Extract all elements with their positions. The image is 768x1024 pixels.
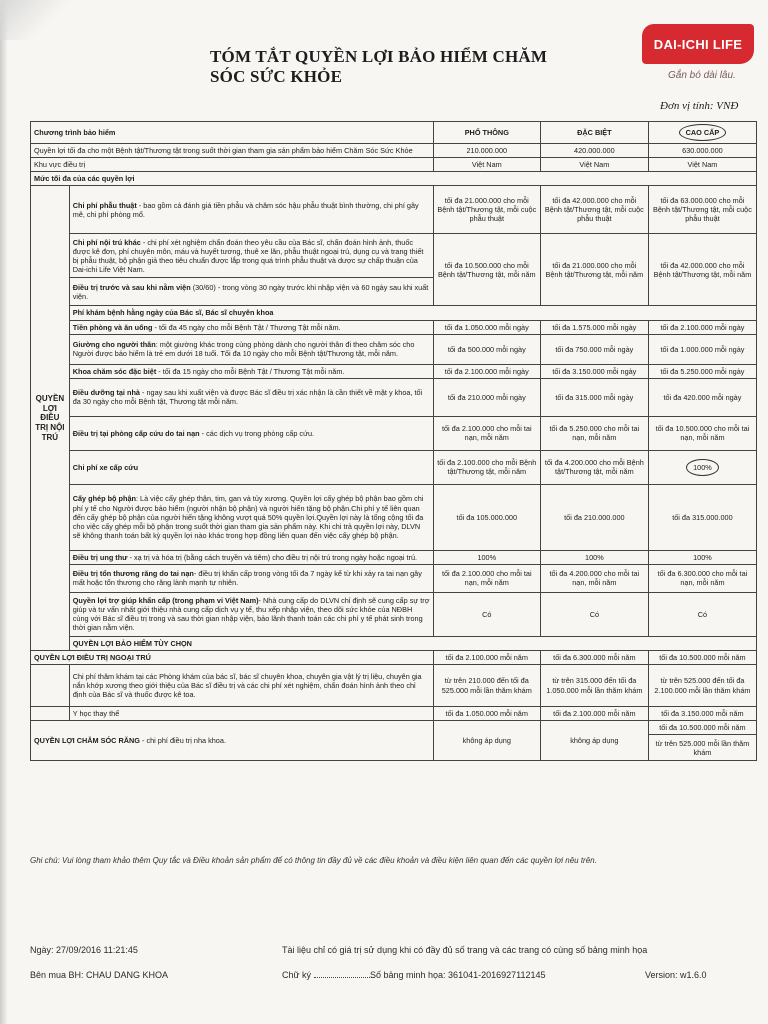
subheading-row [31, 306, 757, 320]
table-row [31, 186, 757, 234]
companion-bed-premium: tối đa 1.000.000 mỗi ngày [648, 334, 756, 364]
outpatient-special: tối đa 6.300.000 mỗi năm [540, 650, 648, 664]
room-premium: tối đa 2.100.000 mỗi ngày [648, 320, 756, 334]
pre-post-desc [69, 278, 433, 306]
tcm-standard: tối đa 1.050.000 mỗi năm [433, 707, 540, 721]
outpatient-visit-special: từ trên 315.000 đến tối đa 1.050.000 mỗi lần thăm khám [540, 665, 648, 707]
max-benefit-premium: 630.000.000 [648, 144, 756, 158]
dental-premium-top: tối đa 10.500.000 mỗi năm [648, 721, 756, 735]
tcm-desc: Y học thay thế [69, 707, 433, 721]
table-row [31, 364, 757, 378]
emergency-assist-desc [69, 592, 433, 636]
icu-special: tối đa 3.150.000 mỗi ngày [540, 364, 648, 378]
companion-bed-title: Giường cho người thân [72, 340, 156, 350]
outpatient-spacer [31, 665, 70, 707]
cancer-title: Điều trị ung thư [72, 552, 128, 562]
document-title: TÓM TẮT QUYỀN LỢI BẢO HIỂM CHĂM SÓC SỨC KHỎE [210, 47, 548, 86]
ambulance-premium [648, 450, 756, 484]
currency-unit: Đơn vị tính: VNĐ [660, 100, 739, 112]
plan-standard: PHỔ THÔNG [433, 122, 540, 144]
room-special: tối đa 1.575.000 mỗi ngày [540, 320, 648, 334]
dental-injury-standard: tối đa 2.100.000 cho mỗi tai nạn, mỗi năm [433, 564, 540, 592]
surgery-premium: tối đa 63.000.000 cho mỗi Bệnh tật/Thương tật, mỗi cuộc phẫu thuật [648, 186, 756, 234]
plan-special: ĐẶC BIỆT [540, 122, 648, 144]
ambulance-title: Chi phí xe cấp cứu [72, 462, 139, 472]
max-benefit-label: Quyền lợi tối đa cho một Bệnh tật/Thương tật trong suốt thời gian tham gia sản phẩm bảo hiểm Chăm Sóc Sức Khỏe [31, 144, 434, 158]
home-care-premium: tối đa 420.000 mỗi ngày [648, 378, 756, 416]
region-standard: Việt Nam [433, 158, 540, 172]
icu-premium: tối đa 5.250.000 mỗi ngày [648, 364, 756, 378]
table-row [31, 144, 757, 158]
outpatient-visit-premium: từ trên 525.000 đến tối đa 2.100.000 mỗi lần thăm khám [648, 665, 756, 707]
transplant-special: tối đa 210.000.000 [540, 484, 648, 550]
table-row [31, 450, 757, 484]
surgery-desc [69, 186, 433, 234]
max-level-heading: Mức tối đa của các quyền lợi [31, 172, 757, 186]
room-title: Tiền phòng và ăn uống [72, 322, 153, 332]
inpatient-group-label: QUYỀN LỢI ĐIỀU TRỊ NỘI TRÚ [31, 186, 70, 651]
other-costs-text: - chi phí xét nghiệm chẩn đoán theo yêu cầu của Bác sĩ, chẩn đoán hình ảnh, thuốc được kê đơn, phí chuyên môn, máu và huyết tương, thuê xe lăn, phẫu thuật ngoại trú, dụng cụ và trang thiết bị phẫu thuật, bộ phận giả theo tiêu chuẩn được lắp trong quá trình phẫu thuật và dược sự chấp thuận của Dai-ichi Life Việt Nam. [72, 237, 424, 275]
daily-fee-heading: Phí khám bệnh hằng ngày của Bác sĩ, Bác sĩ chuyên khoa [69, 306, 756, 320]
validity-note: Tài liệu chỉ có giá trị sử dụng khi có đầy đủ số trang và các trang có cùng số bảng minh họa [282, 945, 648, 955]
plan-premium-label: CAO CẤP [679, 124, 727, 141]
table-row [31, 707, 757, 721]
illustration-number: Số bảng minh họa: 361041-2016927112145 [370, 970, 546, 980]
emergency-assist-title: Quyền lợi trợ giúp khẩn cấp (trong phạm vi Việt Nam) [72, 596, 259, 606]
benefit-table [30, 121, 757, 761]
program-label: Chương trình bảo hiểm [31, 122, 434, 144]
signature-label: Chữ ký [282, 970, 312, 980]
scan-shadow-corner [0, 0, 80, 40]
table-row [31, 320, 757, 334]
optional-heading: QUYỀN LỢI BẢO HIỂM TÙY CHỌN [69, 636, 756, 650]
policy-buyer: Bên mua BH: CHAU DANG KHOA [30, 970, 169, 980]
pre-post-standard: tối đa 10.500.000 cho mỗi Bệnh tật/Thương tật, mỗi năm [433, 234, 540, 306]
surgery-title: Chi phí phẫu thuật [72, 200, 137, 210]
accident-er-text: - các dịch vụ trong phòng cấp cứu. [199, 428, 315, 438]
ambulance-standard: tối đa 2.100.000 cho mỗi Bệnh tật/Thương tật, mỗi năm [433, 450, 540, 484]
region-premium: Việt Nam [648, 158, 756, 172]
pre-post-special: tối đa 21.000.000 cho mỗi Bệnh tật/Thương tật, mỗi năm [540, 234, 648, 306]
transplant-premium: tối đa 315.000.000 [648, 484, 756, 550]
print-date: Ngày: 27/09/2016 11:21:45 [30, 945, 138, 955]
table-row [31, 378, 757, 416]
signature-line [314, 977, 374, 978]
accident-er-desc [69, 416, 433, 450]
room-text: - tối đa 45 ngày cho mỗi Bệnh Tật / Thương Tật mỗi năm. [152, 322, 341, 332]
cancer-desc [69, 550, 433, 564]
signature-field [282, 970, 374, 980]
table-row [31, 234, 757, 278]
room-desc [69, 320, 433, 334]
other-costs-title: Chi phí nội trú khác [72, 237, 141, 247]
home-care-desc [69, 378, 433, 416]
companion-bed-text: : một giường khác trong cùng phòng dành cho người thân đi theo chăm sóc cho Người được bảo hiểm là trẻ em dưới 18 tuổi. Tối đa 10 ngày cho mỗi Bệnh tật/Thương tật, mỗi năm. [72, 340, 415, 359]
tcm-special: tối đa 2.100.000 mỗi năm [540, 707, 648, 721]
outpatient-label: QUYỀN LỢI ĐIỀU TRỊ NGOẠI TRÚ [31, 650, 434, 664]
emergency-assist-text: - Nhà cung cấp do DLVN chỉ định sẽ cung cấp sự trợ giúp và tư vấn nhất giới thiệu nhà cung cấp dịch vụ y tế, thu xếp nhập viện, theo dõi sức khỏe của NĐBH cùng với Bác sĩ điều trị trong và sau thời gian nhập viện, bảo lãnh thanh toán các chi phí y tế phát sinh trong thời gian nằm viện. [72, 596, 430, 633]
cancer-text: - xạ trị và hóa trị (bằng cách truyền và tiêm) cho điều trị nội trú trong ngày hoặc ngoại trú. [127, 552, 418, 562]
outpatient-premium: tối đa 10.500.000 mỗi năm [648, 650, 756, 664]
home-care-standard: tối đa 210.000 mỗi ngày [433, 378, 540, 416]
table-row [31, 550, 757, 564]
dai-ichi-life-logo [642, 24, 754, 64]
outpatient-visit-desc: Chi phí thăm khám tại các Phòng khám của bác sĩ, bác sĩ chuyên khoa, chuyên gia vật lý trị liệu, chuyên gia nắn khớp xương theo giới thiệu của Bác sĩ điều trị và các chi phí xét nghiệm, chẩn đoán hình ảnh theo chỉ định của Bác sĩ và thuốc được kê toa. [69, 665, 433, 707]
surgery-standard: tối đa 21.000.000 cho mỗi Bệnh tật/Thương tật, mỗi cuộc phẫu thuật [433, 186, 540, 234]
emergency-assist-standard: Có [433, 592, 540, 636]
footnote: Ghi chú: Vui lòng tham khảo thêm Quy tắc và Điều khoản sản phẩm để có thông tin đầy đủ về các điều khoản và điều kiện liên quan đến các quyền lợi nêu trên. [30, 856, 597, 865]
emergency-assist-premium: Có [648, 592, 756, 636]
table-row [31, 665, 757, 707]
dental-special: không áp dụng [540, 721, 648, 761]
ambulance-special: tối đa 4.200.000 cho mỗi Bệnh tật/Thương tật, mỗi năm [540, 450, 648, 484]
companion-bed-special: tối đa 750.000 mỗi ngày [540, 334, 648, 364]
table-header-row [31, 122, 757, 144]
dental-text: - chi phí điều trị nha khoa. [139, 736, 226, 746]
dental-injury-premium: tối đa 6.300.000 cho mỗi tai nạn, mỗi năm [648, 564, 756, 592]
cancer-special: 100% [540, 550, 648, 564]
dental-injury-desc [69, 564, 433, 592]
accident-er-standard: tối đa 2.100.000 cho mỗi tai nạn, mỗi năm [433, 416, 540, 450]
dental-injury-title: Điều trị tổn thương răng do tai nạn [72, 569, 194, 579]
max-benefit-special: 420.000.000 [540, 144, 648, 158]
ambulance-desc [69, 450, 433, 484]
table-row [31, 564, 757, 592]
table-row [31, 158, 757, 172]
pre-post-period: (30/60) [190, 282, 216, 292]
dental-standard: không áp dụng [433, 721, 540, 761]
logo-text: DAI-ICHI LIFE [653, 36, 743, 52]
table-row [31, 721, 757, 735]
transplant-title: Cấy ghép bộ phận [72, 494, 136, 504]
tcm-premium: tối đa 3.150.000 mỗi năm [648, 707, 756, 721]
table-row [31, 416, 757, 450]
pre-post-text: - trong vòng 30 ngày trước khi nhập viện và 60 ngày sau khi xuất viện. [72, 282, 429, 301]
section-heading-row [31, 636, 757, 650]
plan-premium [648, 122, 756, 144]
icu-standard: tối đa 2.100.000 mỗi ngày [433, 364, 540, 378]
home-care-text: - ngay sau khi xuất viện và được Bác sĩ điều trị xác nhận là cần thiết về mặt y khoa, tối đa 30 ngày cho mỗi Bệnh tật, Thương tật mỗi năm. [72, 388, 423, 407]
transplant-standard: tối đa 105.000.000 [433, 484, 540, 550]
max-benefit-standard: 210.000.000 [433, 144, 540, 158]
icu-text: - tối đa 15 ngày cho mỗi Bệnh Tật / Thương Tật mỗi năm. [156, 366, 345, 376]
other-costs-desc [69, 234, 433, 278]
region-special: Việt Nam [540, 158, 648, 172]
table-row [31, 650, 757, 664]
companion-bed-standard: tối đa 500.000 mỗi ngày [433, 334, 540, 364]
icu-desc [69, 364, 433, 378]
version-label: Version: w1.6.0 [645, 970, 707, 980]
dental-label: QUYỀN LỢI CHĂM SÓC RĂNG [34, 736, 140, 746]
cancer-standard: 100% [433, 550, 540, 564]
surgery-special: tối đa 42.000.000 cho mỗi Bệnh tật/Thương tật, mỗi cuộc phẫu thuật [540, 186, 648, 234]
tcm-spacer [31, 707, 70, 721]
outpatient-standard: tối đa 2.100.000 mỗi năm [433, 650, 540, 664]
ambulance-premium-value: 100% [686, 459, 719, 476]
accident-er-title: Điều trị tại phòng cấp cứu do tai nạn [72, 428, 200, 438]
icu-title: Khoa chăm sóc đặc biệt [72, 366, 157, 376]
section-heading-row [31, 172, 757, 186]
outpatient-visit-standard: từ trên 210.000 đến tối đa 525.000 mỗi lần thăm khám [433, 665, 540, 707]
pre-post-premium: tối đa 42.000.000 cho mỗi Bệnh tật/Thương tật, mỗi năm [648, 234, 756, 306]
emergency-assist-special: Có [540, 592, 648, 636]
scan-shadow-edge [0, 0, 8, 1024]
region-label: Khu vực điều trị [31, 158, 434, 172]
room-standard: tối đa 1.050.000 mỗi ngày [433, 320, 540, 334]
accident-er-special: tối đa 5.250.000 cho mỗi tai nạn, mỗi năm [540, 416, 648, 450]
dental-injury-text: - điều trị khẩn cấp trong vòng tối đa 7 ngày kể từ khi xảy ra tai nạn gây mất hoặc tổn thương cho răng lành mạnh tự nhiên. [72, 569, 422, 588]
pre-post-title: Điều trị trước và sau khi nằm viện [72, 282, 191, 292]
cancer-premium: 100% [648, 550, 756, 564]
home-care-special: tối đa 315.000 mỗi ngày [540, 378, 648, 416]
brand-tagline: Gắn bó dài lâu. [668, 70, 736, 81]
dental-premium-bottom: từ trên 525.000 mỗi lần thăm khám [648, 735, 756, 761]
surgery-text: - bao gồm cả đánh giá tiền phẫu và chăm sóc hậu phẫu thuật bình thường, chi phí gây mê, chi phí phòng mổ. [72, 200, 419, 219]
home-care-title: Điều dưỡng tại nhà [72, 388, 140, 398]
companion-bed-desc [69, 334, 433, 364]
table-row [31, 484, 757, 550]
transplant-desc [69, 484, 433, 550]
transplant-text: : Là việc cấy ghép thận, tim, gan và tủy xương. Quyền lợi cấy ghép bộ phận bao gồm chi phí y tế cho Người được bảo hiểm (người nhận bộ phận) và người hiến tặng bộ phận.Chi phí y tế liên quan đến cấy ghép bộ phận của người hiến tặng không vượt quá 50% quyền lợi.Quyền lợi này là tổng cộng tối đa cho việc cấy ghép mỗi bộ phận trong suốt thời gian tham gia sản phẩm này. Khi chi trả quyền lợi này, DLVN sẽ không thanh toán bất kỳ quyền lợi nào khác trong hợp đồng liên quan đến việc cấy ghép bộ phận. [72, 494, 424, 540]
accident-er-premium: tối đa 10.500.000 cho mỗi tai nạn, mỗi năm [648, 416, 756, 450]
table-row [31, 334, 757, 364]
table-row [31, 592, 757, 636]
dental-injury-special: tối đa 4.200.000 cho mỗi tai nạn, mỗi năm [540, 564, 648, 592]
dental-desc [31, 721, 434, 761]
